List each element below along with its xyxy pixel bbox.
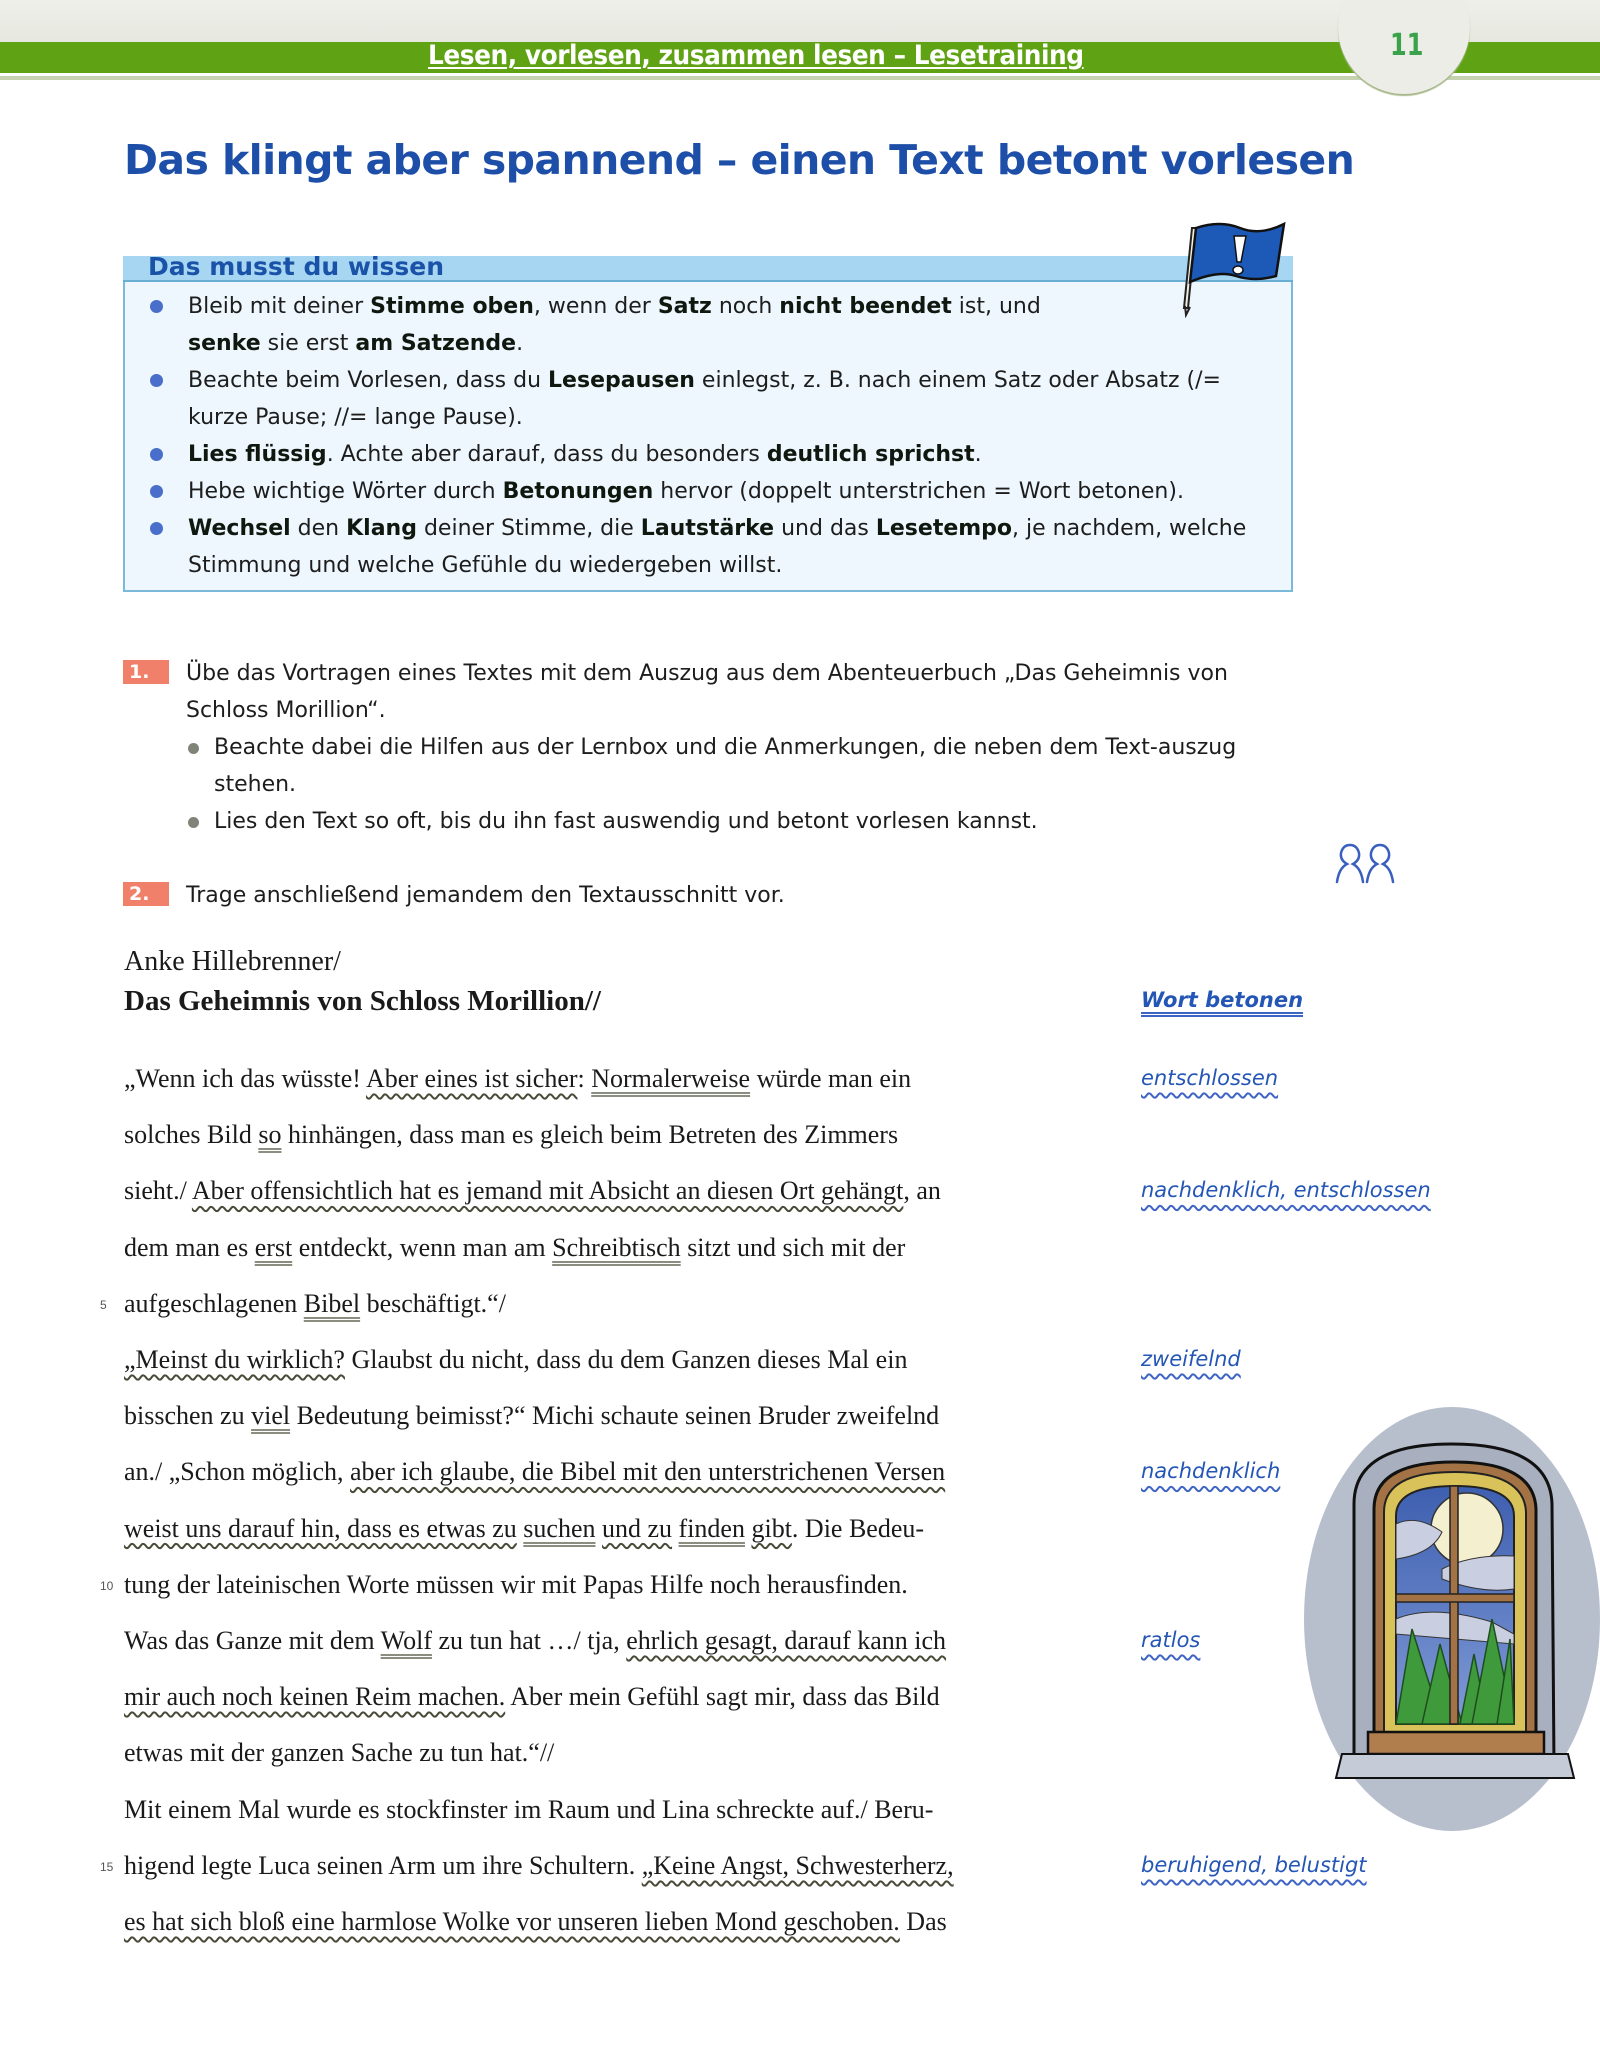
section-title: Lesen, vorlesen, zusammen lesen – Lesetraining	[428, 40, 1084, 71]
task-1-bullet: Lies den Text so oft, bis du ihn fast auswendig und betont vorlesen kannst.	[186, 803, 1274, 840]
emotion-phrase: „Keine Angst, Schwesterherz,	[641, 1850, 954, 1880]
stressed-word: erst	[254, 1232, 293, 1262]
annotation-legend: Wort betonen	[1141, 988, 1304, 1012]
passage-line	[124, 1514, 924, 1570]
passage-line	[100, 1569, 908, 1626]
text-segment: beschäftigt.“/	[360, 1288, 506, 1318]
stressed-word: Schreibtisch	[552, 1232, 681, 1262]
text-segment: Aber mein Gefühl sagt mir, dass das Bild	[505, 1682, 940, 1712]
task-1-instruction: Übe das Vortragen eines Textes mit dem Auszug aus dem Abenteuerbuch „Das Geheimnis von Schloss Morillion“.	[186, 661, 1228, 723]
bullet-dot-icon	[188, 817, 199, 828]
task-number-badge: 1.	[123, 660, 169, 684]
info-box-item: Hebe wichtige Wörter durch Betonungen hervor (doppelt unterstrichen = Wort betonen).	[148, 473, 1268, 510]
line-number: 10	[100, 1578, 114, 1593]
bullet-dot-icon	[188, 743, 199, 754]
line-number: 15	[100, 1859, 114, 1874]
emotion-phrase: Aber eines ist sicher	[365, 1064, 578, 1093]
text-segment: bisschen zu	[124, 1401, 252, 1431]
text-segment: :	[577, 1064, 592, 1093]
text-segment: hinhängen, dass man es gleich beim Betreten des Zimmers	[281, 1120, 899, 1150]
text-segment: aufgeschlagenen	[124, 1288, 304, 1318]
passage-line	[124, 1626, 946, 1682]
text-segment: würde man ein	[750, 1064, 912, 1093]
text-segment: „Wenn ich das wüsste!	[124, 1064, 366, 1093]
info-box-item: Beachte beim Vorlesen, dass du Lesepausen einlegst, z. B. nach einem Satz oder Absatz (/= kurze Pause; //= lange Pause).	[148, 362, 1268, 436]
castle-window-illustration	[1292, 1394, 1600, 1834]
bullet-dot-icon	[150, 374, 163, 387]
partner-work-icon	[1333, 842, 1399, 884]
passage-line	[124, 1795, 933, 1851]
passage-line	[100, 1850, 954, 1907]
info-box-item: Bleib mit deiner Stimme oben, wenn der Satz noch nicht beendet ist, und senke sie erst am Satzende.	[148, 288, 1268, 362]
passage-line	[124, 1457, 945, 1513]
text-segment: . Die Bedeu-	[791, 1513, 925, 1543]
emotion-phrase: Aber offensichtlich hat es jemand mit Absicht an diesen Ort gehängt	[191, 1176, 904, 1206]
stressed-word: suchen	[523, 1513, 596, 1543]
passage-line	[124, 1064, 911, 1120]
info-box-item: Lies flüssig. Achte aber darauf, dass du besonders deutlich sprichst.	[148, 436, 1268, 473]
bullet-dot-icon	[150, 448, 163, 461]
task-1-bullet: Beachte dabei die Hilfen aus der Lernbox und die Anmerkungen, die neben dem Text-auszug stehen.	[186, 729, 1274, 803]
passage-line	[100, 1288, 506, 1345]
margin-note: nachdenklich	[1141, 1459, 1281, 1484]
passage-line	[124, 1233, 905, 1289]
text-segment: Glaubst du nicht, dass du dem Ganzen dieses Mal ein	[344, 1345, 908, 1374]
exclamation-flag-icon	[1180, 218, 1290, 318]
text-segment: sieht./	[124, 1176, 192, 1206]
emotion-phrase: gibt	[751, 1513, 792, 1543]
emotion-phrase: aber ich glaube, die Bibel mit den unterstrichenen Versen	[350, 1457, 946, 1487]
info-box-heading: Das musst du wissen	[148, 252, 445, 281]
passage-line	[124, 1345, 907, 1401]
text-segment: etwas mit der ganzen Sache zu tun hat.“//	[124, 1738, 555, 1768]
text-segment: Das	[899, 1907, 947, 1936]
margin-note: beruhigend, belustigt	[1141, 1852, 1367, 1877]
bullet-dot-icon	[150, 522, 163, 535]
emotion-phrase: und zu	[602, 1513, 673, 1543]
text-segment: solches Bild	[124, 1120, 259, 1150]
passage-line	[124, 1120, 898, 1176]
text-segment: an./ „Schon möglich,	[124, 1457, 351, 1487]
stressed-word: Normalerweise	[591, 1064, 751, 1093]
text-segment: entdeckt, wenn man am	[292, 1232, 553, 1262]
margin-note: nachdenklich, entschlossen	[1141, 1178, 1431, 1203]
passage-line	[124, 1907, 947, 1963]
stressed-word: viel	[251, 1401, 291, 1431]
task-number-badge: 2.	[123, 882, 169, 906]
bullet-dot-icon	[150, 485, 163, 498]
emotion-phrase: weist uns darauf hin, dass es etwas zu	[124, 1513, 517, 1543]
page-number: 11	[1390, 28, 1424, 63]
stressed-word: Wolf	[380, 1626, 432, 1655]
author-name: Anke Hillebrenner/	[124, 946, 341, 977]
emotion-phrase: „Meinst du wirklich?	[124, 1345, 345, 1374]
text-segment: sitzt und sich mit der	[680, 1232, 906, 1262]
text-segment: zu tun hat …/ tja,	[431, 1626, 627, 1655]
book-title: Das Geheimnis von Schloss Morillion//	[124, 985, 601, 1017]
text-segment: higend legte Luca seinen Arm um ihre Schultern.	[124, 1850, 642, 1880]
text-segment: dem man es	[124, 1232, 255, 1262]
info-box-item: Wechsel den Klang deiner Stimme, die Lautstärke und das Lesetempo, je nachdem, welche Stimmung und welche Gefühle du wiedergeben willst.	[148, 510, 1268, 584]
passage-line	[124, 1738, 554, 1794]
text-segment: Was das Ganze mit dem	[124, 1626, 381, 1655]
bullet-dot-icon	[150, 300, 163, 313]
passage-line	[124, 1176, 941, 1232]
text-segment: , an	[903, 1176, 941, 1206]
passage-line	[124, 1401, 939, 1457]
line-number: 5	[100, 1297, 107, 1312]
page-title: Das klingt aber spannend – einen Text betont vorlesen	[124, 136, 1355, 184]
stressed-word: finden	[678, 1513, 745, 1543]
margin-note: ratlos	[1141, 1628, 1201, 1652]
task-2-instruction: Trage anschließend jemandem den Textausschnitt vor.	[186, 883, 785, 908]
stressed-word: so	[258, 1120, 282, 1150]
passage-line	[124, 1682, 940, 1738]
text-segment: tung der lateinischen Worte müssen wir mit Papas Hilfe noch herausfinden.	[124, 1569, 908, 1599]
info-box-list	[148, 288, 1268, 584]
stressed-word: Bibel	[303, 1288, 361, 1318]
emotion-phrase: mir auch noch keinen Reim machen.	[124, 1682, 506, 1712]
text-segment: Bedeutung beimisst?“ Michi schaute seinen Bruder zweifelnd	[290, 1401, 940, 1431]
margin-note: entschlossen	[1141, 1066, 1279, 1090]
margin-note: zweifelnd	[1141, 1347, 1241, 1371]
emotion-phrase: ehrlich gesagt, darauf kann ich	[626, 1626, 947, 1655]
text-segment: Mit einem Mal wurde es stockfinster im Raum und Lina schreckte auf./ Beru-	[124, 1794, 934, 1824]
emotion-phrase: es hat sich bloß eine harmlose Wolke vor unseren lieben Mond geschoben.	[124, 1907, 900, 1936]
